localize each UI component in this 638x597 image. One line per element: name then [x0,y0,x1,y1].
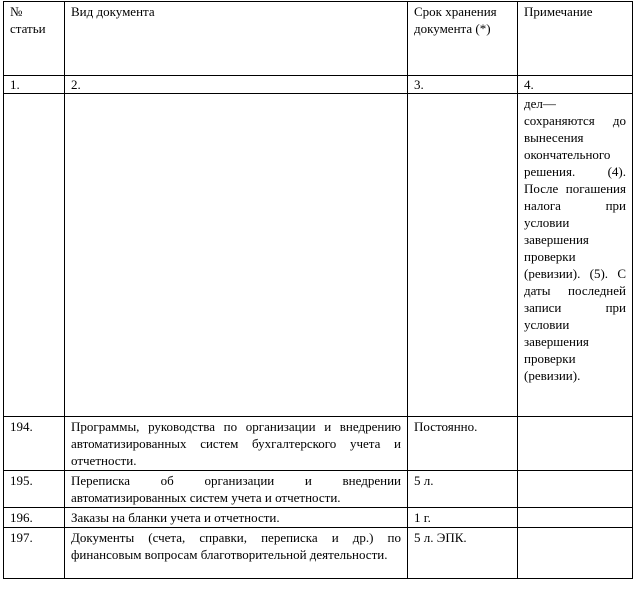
header-document-type: Вид документа [65,2,408,76]
article-number: 194. [4,417,65,471]
empty-cell [4,94,65,417]
table-row [4,508,633,528]
header-storage-term: Срок хранения документа (*) [408,2,518,76]
article-number: 197. [4,528,65,579]
document-type: Переписка об организации и внедрении автоматизированных систем учета и отчетности. [65,471,408,508]
storage-term: Постоянно. [408,417,518,471]
column-number: 4. [518,76,633,94]
document-table [3,1,633,579]
column-number: 3. [408,76,518,94]
continued-note-cell [518,94,633,417]
document-type: Документы (счета, справки, переписка и др.) по финансовым вопросам благотворительной деятельности. [65,528,408,579]
storage-term: 5 л. [408,471,518,508]
note [518,471,633,508]
table-row [4,471,633,508]
note [518,508,633,528]
empty-cell [65,94,408,417]
empty-cell [408,94,518,417]
continued-note-text: дел— сохраняются до вынесения окончательного решения. (4). После погашения налога при условии завершения проверки (ревизии). (5). С даты последней записи при условии завершения проверки (ревизии). [524,96,626,383]
article-number: 195. [4,471,65,508]
storage-term: 5 л. ЭПК. [408,528,518,579]
column-number: 1. [4,76,65,94]
note [518,417,633,471]
document-type: Заказы на бланки учета и отчетности. [65,508,408,528]
storage-term: 1 г. [408,508,518,528]
column-numbers-row [4,76,633,94]
article-number: 196. [4,508,65,528]
header-note: Примечание [518,2,633,76]
continuation-row [4,94,633,417]
table-header-row [4,2,633,76]
note [518,528,633,579]
table-row [4,417,633,471]
column-number: 2. [65,76,408,94]
document-type: Программы, руководства по организации и внедрению автоматизированных систем бухгалтерского учета и отчетности. [65,417,408,471]
header-article-number: № статьи [4,2,65,76]
table-row [4,528,633,579]
